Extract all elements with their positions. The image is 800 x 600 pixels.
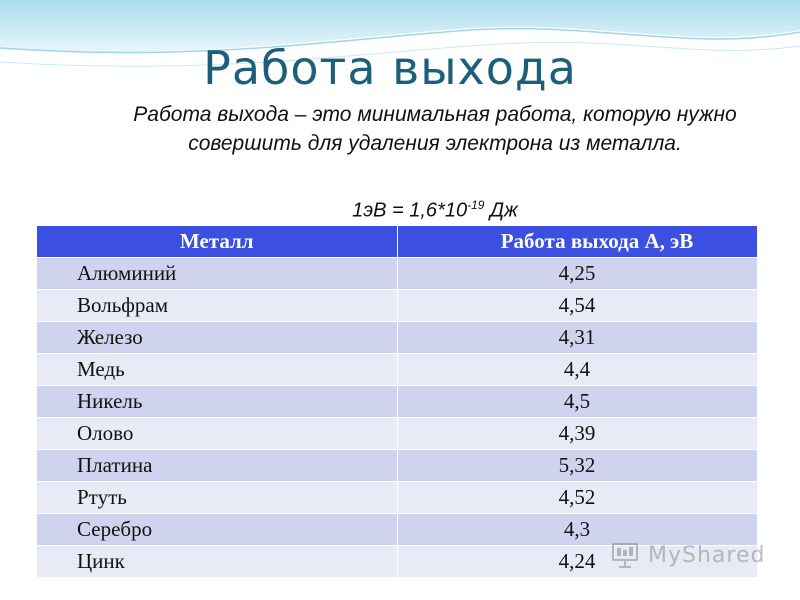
work-function-value: 4,31 — [397, 322, 757, 354]
formula-base: 1эВ = 1,6*10 — [352, 199, 468, 222]
myshared-watermark — [610, 538, 770, 572]
table-row — [37, 322, 757, 354]
work-function-value: 4,54 — [397, 290, 757, 322]
table-row — [37, 386, 757, 418]
formula-unit: Дж — [484, 199, 518, 222]
electronvolt-formula — [120, 192, 750, 224]
table-row — [37, 290, 757, 322]
metal-name: Вольфрам — [37, 290, 397, 322]
header-work-function: Работа выхода А, эВ — [397, 226, 757, 258]
work-function-table — [37, 226, 758, 577]
metal-name: Медь — [37, 354, 397, 386]
table-row — [37, 258, 757, 290]
work-function-value: 4,3 — [397, 514, 757, 546]
work-function-value: 5,32 — [397, 450, 757, 482]
table-row — [37, 450, 757, 482]
work-function-value: 4,24 — [397, 546, 757, 578]
projector-screen-icon — [610, 540, 640, 570]
header-metal: Металл — [37, 226, 397, 258]
work-function-definition: Работа выхода – это минимальная работа, которую нужно совершить для удаления электрона из металла. — [133, 103, 737, 155]
metal-name: Платина — [37, 450, 397, 482]
work-function-value: 4,52 — [397, 482, 757, 514]
work-function-value: 4,5 — [397, 386, 757, 418]
table-header-row — [37, 226, 757, 258]
metal-name: Серебро — [37, 514, 397, 546]
metal-name: Алюминий — [37, 258, 397, 290]
work-function-value: 4,39 — [397, 418, 757, 450]
metal-name: Цинк — [37, 546, 397, 578]
metal-name: Железо — [37, 322, 397, 354]
work-function-value: 4,25 — [397, 258, 757, 290]
metal-name: Ртуть — [37, 482, 397, 514]
table-row — [37, 482, 757, 514]
formula-exponent: -19 — [467, 198, 485, 212]
slide-title: Работа выхода — [203, 41, 577, 95]
watermark-text: MyShared — [648, 542, 766, 568]
table-row — [37, 354, 757, 386]
metal-name: Никель — [37, 386, 397, 418]
metal-name: Олово — [37, 418, 397, 450]
table-row — [37, 418, 757, 450]
work-function-value: 4,4 — [397, 354, 757, 386]
